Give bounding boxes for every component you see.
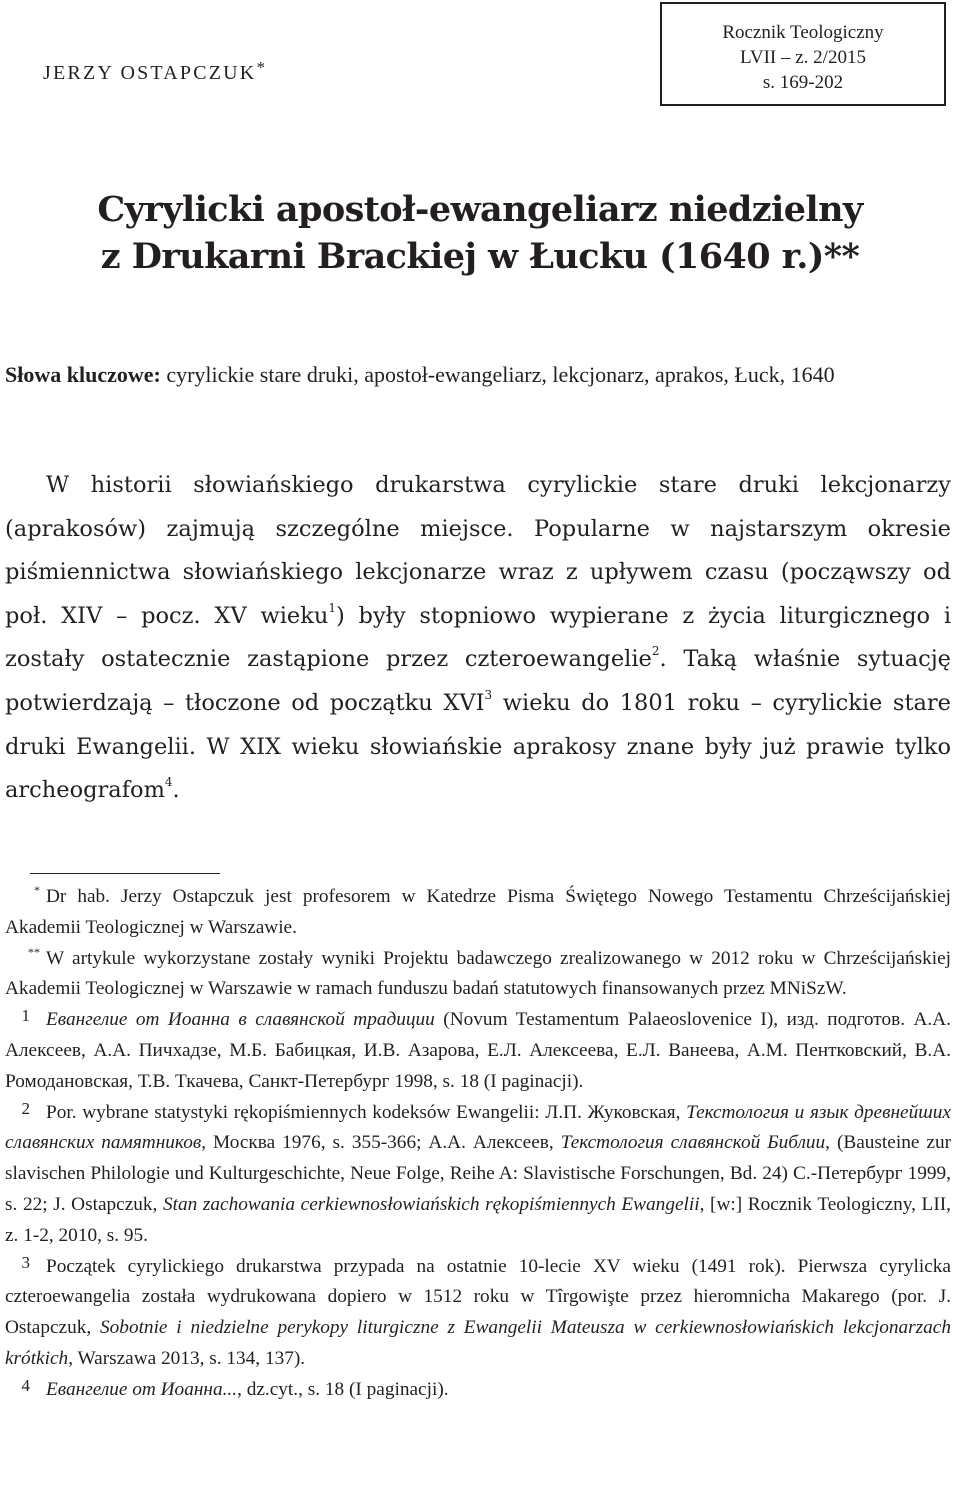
footnote-project-text: W artykule wykorzystane zostały wyniki Projektu badawczego zrealizowanego w 2012 roku w Chrześcijańskiej Akademii Teologicznej w Warszawie w ramach funduszu badań statutowych finansowanych przez MNiSzW. bbox=[5, 947, 951, 1000]
keywords bbox=[5, 356, 955, 393]
footnote-4-text: , dz.cyt., s. 18 (I paginacji). bbox=[237, 1378, 449, 1400]
footnote-2-text-4: , [w:] Rocznik Teologiczny, LII, z. 1-2, 2010, s. 95. bbox=[5, 1193, 951, 1246]
footnote-2-italic-2: Текстология славянской Библии bbox=[560, 1132, 826, 1154]
footnote-1-text: (Novum Testamentum Palaeoslovenice I), изд. подготов. А.А. Алексеев, А.А. Пичхадзе, М.Б. Бабицкая, И.В. Азарова, Е.Л. Алексеева, Е.Л. Ванеева, А.М. Пентковский, В.А. Ромодановская, Т.В. Ткачева, Санкт-Петербург 1998, s. 18 (I paginacji). bbox=[5, 1009, 951, 1092]
body-segment-1: W historii słowiańskiego drukarstwa cyrylickie stare druki lekcjonarzy (aprakosów) zajmują szczególne miejsce. Popularne w najstarszym okresie piśmiennictwa słowiańskiego lekcjonarze wraz z upływem czasu (począwszy od poł. XIV – pocz. XV wieku bbox=[5, 472, 951, 629]
footnote-2-text-3: , (Bausteine zur slavischen Philologie und Kulturgeschichte, Neue Folge, Reihe A: Slavistische Forschungen, Bd. 24) С.-Петербург 1999, s. 22; J. Ostapczuk, bbox=[5, 1132, 952, 1215]
footnote-3-italic-1: Sobotnie i niedzielne perykopy liturgiczne z Ewangelii Mateusza w cerkiewnosłowiańskich lekcjonarzach krótkich bbox=[5, 1317, 951, 1369]
footnote-2-text-1: Por. wybrane statystyki rękopiśmiennych kodeksów Ewangelii: Л.П. Жуковская, bbox=[46, 1101, 687, 1123]
footnote-3-text-2: , Warszawa 2013, s. 134, 137). bbox=[68, 1347, 306, 1369]
footnote-1-italic: Евангелие от Иоанна в славянской традиции bbox=[46, 1009, 435, 1031]
footnote-4: 4 Евангелие от Иоанна..., dz.cyt., s. 18 (I paginacji). bbox=[21, 1375, 449, 1400]
body-segment-5: . bbox=[172, 777, 180, 804]
keywords-text: cyrylickie stare druki, apostoł-ewangeliarz, lekcjonarz, aprakos, Łuck, 1640 bbox=[160, 362, 835, 387]
article-title-line-2: z Drukarni Brackiej w Łucku (1640 r.)** bbox=[100, 236, 860, 277]
footnote-2-italic-3: Stan zachowania cerkiewnosłowiańskich rękopiśmiennych Ewangelii bbox=[163, 1193, 700, 1215]
footnote-ref-1[interactable]: 1 bbox=[328, 600, 336, 615]
journal-info-box bbox=[660, 2, 946, 106]
journal-pages: s. 169-202 bbox=[762, 72, 844, 93]
footnote-ref-4[interactable]: 4 bbox=[164, 775, 173, 790]
footnote-2-italic-1: Текстология и язык древнейших славянских памятников bbox=[5, 1101, 951, 1154]
footnote-project: ** W artykule wykorzystane zostały wyniki Projektu badawczego zrealizowanego w 2012 roku w Chrześcijańskiej Akademii Teologicznej w Warszawie w ramach funduszu badań statutowych finansowanych przez MNiSzW. bbox=[5, 944, 951, 1000]
footnote-author-text: Dr hab. Jerzy Ostapczuk jest profesorem w Katedrze Pisma Świętego Nowego Testamentu Chrześcijańskiej Akademii Teologicznej w Warszawie. bbox=[5, 886, 951, 938]
footnote-ref-2[interactable]: 2 bbox=[651, 644, 660, 659]
body-segment-2: ) były stopniowo wypierane z życia liturgicznego i zostały ostatecznie zastąpione przez czteroewangelie bbox=[5, 602, 952, 673]
article-title bbox=[0, 186, 960, 280]
author-name bbox=[43, 58, 265, 85]
body-segment-3: . Taką właśnie sytuację potwierdzają – tłoczone od początku XVI bbox=[5, 646, 952, 716]
footnote-ref-3[interactable]: 3 bbox=[484, 687, 493, 702]
footnote-2: 2 Por. wybrane statystyki rękopiśmiennych kodeksów Ewangelii: Л.П. Жуковская, Текстология и язык древнейших славянских памятников, Москва 1976, s. 355-366; А.А. Алексеев, Текстология славянской Библии, (Bausteine zur slavischen Philologie und Kulturgeschichte, Neue Folge, Reihe A: Slavistische Forschungen, Bd. 24) С.-Петербург 1999, s. 22; J. Ostapczuk, Stan zachowania cerkiewnosłowiańskich rękopiśmiennych Ewangelii, [w:] Rocznik Teologiczny, LII, z. 1-2, 2010, s. 95. bbox=[5, 1098, 952, 1246]
footnote-3-text-1: Początek cyrylickiego drukarstwa przypada na ostatnie 10-lecie XV wieku (1491 rok). Pierwsza cyrylicka czteroewangelia została wydrukowana dopiero w 1512 roku w Tîrgowişte przez hieromnicha Makarego (por. J. Ostapczuk, bbox=[5, 1255, 951, 1339]
body-paragraph bbox=[5, 464, 951, 813]
footnotes bbox=[5, 882, 951, 1406]
author-footnote-mark: * bbox=[256, 58, 265, 77]
footnote-author: * Dr hab. Jerzy Ostapczuk jest profesorem w Katedrze Pisma Świętego Nowego Testamentu Chrześcijańskiej Akademii Teologicznej w Warszawie. bbox=[5, 883, 951, 938]
footnote-3: 3 Początek cyrylickiego drukarstwa przypada na ostatnie 10-lecie XV wieku (1491 rok). Pierwsza cyrylicka czteroewangelia została wydrukowana dopiero w 1512 roku w Tîrgowişte przez hieromnicha Makarego (por. J. Ostapczuk, Sobotnie i niedzielne perykopy liturgiczne z Ewangelii Mateusza w cerkiewnosłowiańskich lekcjonarzach krótkich, Warszawa 2013, s. 134, 137). bbox=[5, 1252, 951, 1369]
footnote-2-text-2: , Москва 1976, s. 355-366; А.А. Алексеев, bbox=[201, 1132, 561, 1154]
author-name-text: JERZY OSTAPCZUK bbox=[43, 62, 257, 84]
article-title-line-1: Cyrylicki apostoł-ewangeliarz niedzielny bbox=[97, 189, 863, 230]
journal-volume: LVII – z. 2/2015 bbox=[740, 47, 866, 68]
footnote-4-italic: Евангелие от Иоанна... bbox=[46, 1378, 238, 1400]
footnote-1: 1 Евангелие от Иоанна в славянской традиции (Novum Testamentum Palaeoslovenice I), изд. подготов. А.А. Алексеев, А.А. Пичхадзе, М.Б. Бабицкая, И.В. Азарова, Е.Л. Алексеева, Е.Л. Ванеева, А.М. Пентковский, В.А. Ромодановская, Т.В. Ткачева, Санкт-Петербург 1998, s. 18 (I paginacji). bbox=[5, 1006, 951, 1092]
keywords-label: Słowa kluczowe: bbox=[5, 362, 161, 387]
footnote-separator bbox=[30, 873, 220, 874]
body-segment-4: wieku do 1801 roku – cyrylickie stare druki Ewangelii. W XIX wieku słowiańskie aprakosy znane były już prawie tylko archeografom bbox=[5, 689, 951, 804]
journal-title: Rocznik Teologiczny bbox=[722, 22, 884, 43]
